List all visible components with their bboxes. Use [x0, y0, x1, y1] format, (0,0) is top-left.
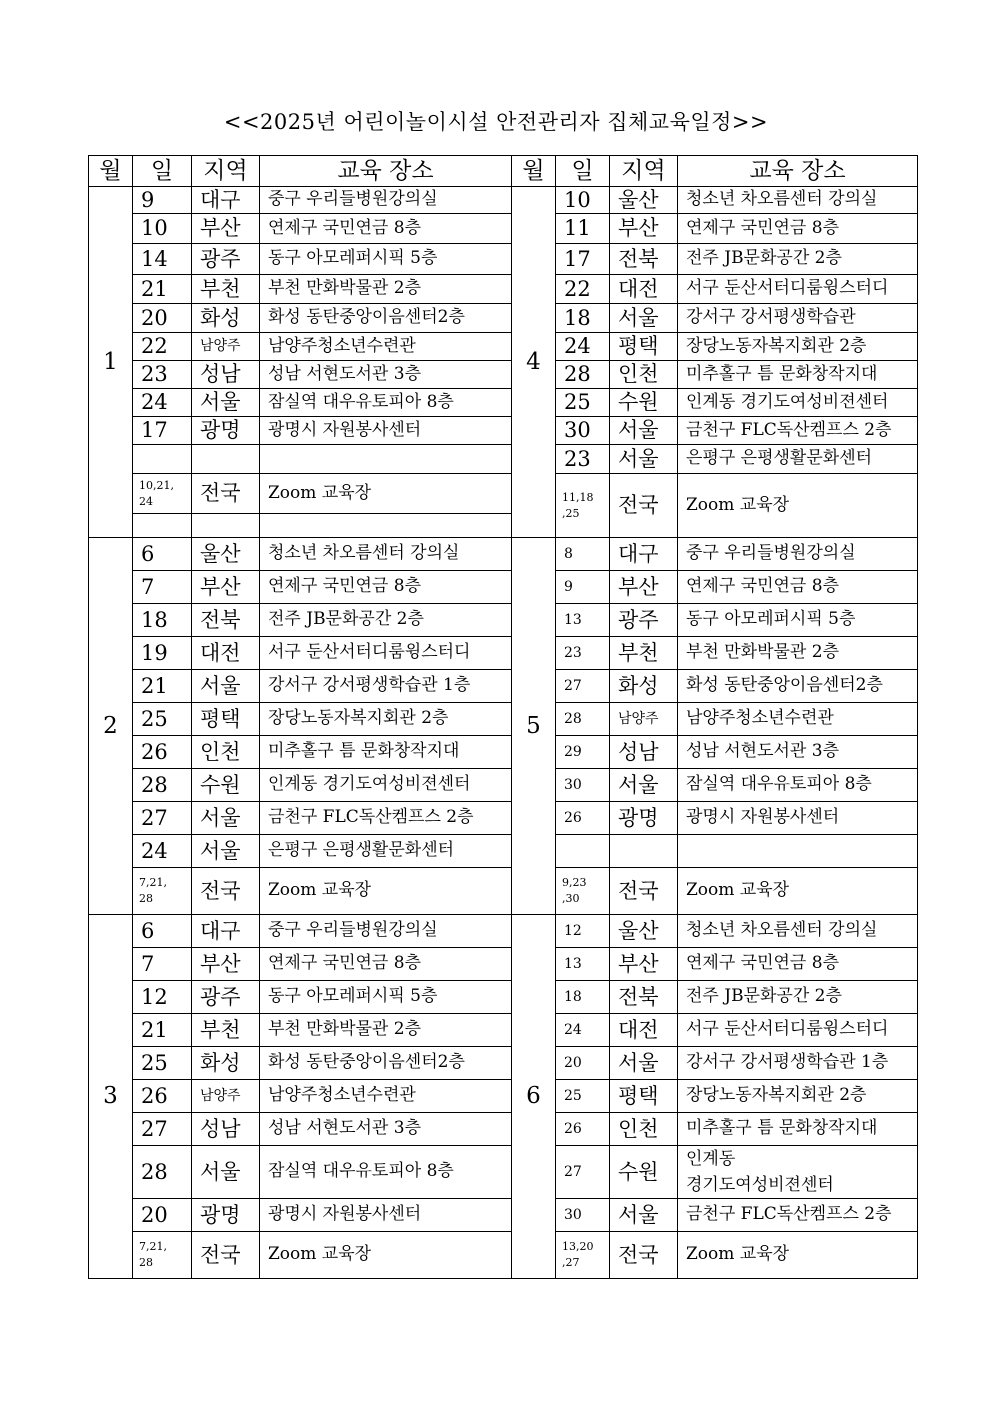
place-cell: 연제구 국민연금 8층: [260, 571, 512, 604]
day-cell: 28: [556, 703, 610, 736]
region-cell: 부산: [610, 214, 678, 244]
table-row: [89, 1199, 918, 1232]
day-cell: 7: [133, 948, 192, 981]
table-row: [89, 244, 918, 275]
region-cell: 서울: [192, 670, 260, 703]
region-cell: 대전: [610, 275, 678, 304]
day-cell: 18: [133, 604, 192, 637]
place-cell: 연제구 국민연금 8층: [678, 214, 918, 244]
day-cell: 26: [133, 736, 192, 769]
place-cell: 인계동 경기도여성비젼센터: [260, 769, 512, 802]
day-cell: [133, 445, 192, 474]
day-cell: 17: [556, 244, 610, 275]
table-row: [89, 948, 918, 981]
region-cell: 광주: [192, 981, 260, 1014]
header-month-right: 월: [512, 156, 556, 187]
table-row: [89, 1080, 918, 1113]
place-cell: 중구 우리들병원강의실: [260, 915, 512, 948]
place-cell: 장당노동자복지회관 2층: [678, 1080, 918, 1113]
day-cell: 10,21, 24: [133, 474, 192, 514]
region-cell: 부산: [610, 948, 678, 981]
table-row: [89, 703, 918, 736]
place-cell: 광명시 자원봉사센터: [260, 417, 512, 445]
place-cell: 남양주청소년수련관: [260, 333, 512, 361]
header-day-left: 일: [133, 156, 192, 187]
place-cell: 중구 우리들병원강의실: [678, 538, 918, 571]
month-cell-right: 5: [512, 538, 556, 915]
region-cell: 인천: [610, 361, 678, 389]
region-cell: 전국: [192, 868, 260, 915]
region-cell: 평택: [192, 703, 260, 736]
table-row: [89, 214, 918, 244]
day-cell: 6: [133, 915, 192, 948]
region-cell: 전북: [610, 244, 678, 275]
region-cell: 전국: [610, 1232, 678, 1279]
day-cell: 9: [556, 571, 610, 604]
region-cell: 전국: [610, 474, 678, 538]
region-cell: 광명: [192, 1199, 260, 1232]
region-cell: [192, 514, 260, 538]
day-cell: 22: [556, 275, 610, 304]
place-cell: 부천 만화박물관 2층: [678, 637, 918, 670]
table-row: [89, 604, 918, 637]
day-cell: 28: [556, 361, 610, 389]
region-cell: 서울: [610, 769, 678, 802]
table-row: [89, 868, 918, 915]
page-title: <<2025년 어린이놀이시설 안전관리자 집체교육일정>>: [223, 110, 769, 134]
day-cell: 24: [133, 835, 192, 868]
header-region-right: 지역: [610, 156, 678, 187]
day-cell: 17: [133, 417, 192, 445]
region-cell: 전국: [192, 474, 260, 514]
table-row: [89, 417, 918, 445]
day-cell: 11: [556, 214, 610, 244]
place-cell: 미추홀구 틈 문화창작지대: [678, 361, 918, 389]
place-cell: Zoom 교육장: [678, 868, 918, 915]
day-cell: 13,20 ,27: [556, 1232, 610, 1279]
region-cell: 서울: [610, 445, 678, 474]
region-cell: 서울: [192, 802, 260, 835]
day-cell: 10: [133, 214, 192, 244]
place-cell: 은평구 은평생활문화센터: [260, 835, 512, 868]
day-cell: 18: [556, 981, 610, 1014]
place-cell: 광명시 자원봉사센터: [678, 802, 918, 835]
region-cell: 화성: [192, 1047, 260, 1080]
day-cell: 26: [133, 1080, 192, 1113]
place-cell: Zoom 교육장: [260, 474, 512, 514]
place-cell: 연제구 국민연금 8층: [678, 948, 918, 981]
month-cell-left: 3: [89, 915, 133, 1279]
table-row: [89, 1232, 918, 1279]
place-cell: 장당노동자복지회관 2층: [260, 703, 512, 736]
place-cell: 강서구 강서평생학습관 1층: [260, 670, 512, 703]
day-cell: 7: [133, 571, 192, 604]
region-cell: 평택: [610, 1080, 678, 1113]
day-cell: 25: [133, 703, 192, 736]
table-row: [89, 981, 918, 1014]
day-cell: 9: [133, 187, 192, 214]
schedule-table: [88, 155, 918, 1279]
place-cell: 광명시 자원봉사센터: [260, 1199, 512, 1232]
table-row: [89, 275, 918, 304]
place-cell: 전주 JB문화공간 2층: [678, 981, 918, 1014]
region-cell: 수원: [192, 769, 260, 802]
day-cell: [556, 835, 610, 868]
place-cell: 장당노동자복지회관 2층: [678, 333, 918, 361]
region-cell: 서울: [610, 1199, 678, 1232]
region-cell: 인천: [192, 736, 260, 769]
region-cell: 울산: [610, 915, 678, 948]
day-cell: 11,18 ,25: [556, 474, 610, 538]
region-cell: 부천: [192, 1014, 260, 1047]
day-cell: 12: [133, 981, 192, 1014]
place-cell: 청소년 차오름센터 강의실: [678, 187, 918, 214]
region-cell: [192, 445, 260, 474]
region-cell: 서울: [192, 835, 260, 868]
place-cell: 인계동 경기도여성비젼센터: [678, 389, 918, 417]
region-cell: 수원: [610, 1146, 678, 1199]
region-cell: 광주: [192, 244, 260, 275]
header-region-left: 지역: [192, 156, 260, 187]
place-cell: 금천구 FLC독산켐프스 2층: [678, 1199, 918, 1232]
month-cell-left: 1: [89, 187, 133, 538]
region-cell: 성남: [610, 736, 678, 769]
day-cell: 18: [556, 304, 610, 333]
day-cell: 7,21, 28: [133, 868, 192, 915]
place-cell: 동구 아모레퍼시픽 5층: [678, 604, 918, 637]
place-cell: 남양주청소년수련관: [678, 703, 918, 736]
place-cell: Zoom 교육장: [678, 474, 918, 538]
region-cell: 성남: [192, 1113, 260, 1146]
table-row: [89, 445, 918, 474]
place-cell: Zoom 교육장: [260, 1232, 512, 1279]
place-cell: 인계동 경기도여성비젼센터: [678, 1146, 918, 1199]
day-cell: 30: [556, 1199, 610, 1232]
table-row: [89, 361, 918, 389]
header-place-right: 교육 장소: [678, 156, 918, 187]
place-cell: 연제구 국민연금 8층: [678, 571, 918, 604]
region-cell: 대전: [610, 1014, 678, 1047]
place-cell: 금천구 FLC독산켐프스 2층: [678, 417, 918, 445]
day-cell: 22: [133, 333, 192, 361]
region-cell: 평택: [610, 333, 678, 361]
day-cell: 8: [556, 538, 610, 571]
region-cell: 부산: [192, 571, 260, 604]
place-cell: 부천 만화박물관 2층: [260, 275, 512, 304]
table-row: [89, 538, 918, 571]
place-cell: 잠실역 대우유토피아 8층: [260, 1146, 512, 1199]
region-cell: 화성: [610, 670, 678, 703]
table-row: [89, 304, 918, 333]
place-cell: 연제구 국민연금 8층: [260, 214, 512, 244]
day-cell: 28: [133, 1146, 192, 1199]
place-cell: 서구 둔산서터디룸윙스터디: [678, 1014, 918, 1047]
day-cell: [133, 514, 192, 538]
day-cell: 21: [133, 1014, 192, 1047]
region-cell: 전북: [192, 604, 260, 637]
table-row: [89, 736, 918, 769]
day-cell: 20: [133, 304, 192, 333]
region-cell: 부산: [192, 948, 260, 981]
region-cell: 성남: [192, 361, 260, 389]
region-cell: 화성: [192, 304, 260, 333]
region-cell: 서울: [610, 417, 678, 445]
month-cell-right: 4: [512, 187, 556, 538]
place-cell: 동구 아모레퍼시픽 5층: [260, 244, 512, 275]
region-cell: 서울: [610, 1047, 678, 1080]
day-cell: 7,21, 28: [133, 1232, 192, 1279]
region-cell: 남양주: [610, 703, 678, 736]
month-cell-right: 6: [512, 915, 556, 1279]
place-cell: 서구 둔산서터디룸윙스터디: [678, 275, 918, 304]
day-cell: 23: [556, 637, 610, 670]
table-row: [89, 1047, 918, 1080]
day-cell: 9,23 ,30: [556, 868, 610, 915]
day-cell: 20: [556, 1047, 610, 1080]
region-cell: 인천: [610, 1113, 678, 1146]
region-cell: [610, 835, 678, 868]
place-cell: 잠실역 대우유토피아 8층: [678, 769, 918, 802]
place-cell: 전주 JB문화공간 2층: [260, 604, 512, 637]
day-cell: 27: [556, 670, 610, 703]
day-cell: 23: [133, 361, 192, 389]
day-cell: 27: [556, 1146, 610, 1199]
day-cell: 6: [133, 538, 192, 571]
region-cell: 광명: [610, 802, 678, 835]
day-cell: 21: [133, 670, 192, 703]
table-row: [89, 1014, 918, 1047]
table-row: [89, 769, 918, 802]
region-cell: 서울: [610, 304, 678, 333]
place-cell: 전주 JB문화공간 2층: [678, 244, 918, 275]
place-cell: 은평구 은평생활문화센터: [678, 445, 918, 474]
place-cell: 청소년 차오름센터 강의실: [678, 915, 918, 948]
table-row: [89, 333, 918, 361]
day-cell: 29: [556, 736, 610, 769]
place-cell: 남양주청소년수련관: [260, 1080, 512, 1113]
place-cell: Zoom 교육장: [678, 1232, 918, 1279]
region-cell: 남양주: [192, 1080, 260, 1113]
region-cell: 부산: [192, 214, 260, 244]
region-cell: 부천: [610, 637, 678, 670]
region-cell: 전국: [192, 1232, 260, 1279]
region-cell: 대전: [192, 637, 260, 670]
region-cell: 전국: [610, 868, 678, 915]
table-row: [89, 474, 918, 514]
day-cell: 19: [133, 637, 192, 670]
day-cell: 12: [556, 915, 610, 948]
place-cell: 연제구 국민연금 8층: [260, 948, 512, 981]
place-cell: 성남 서현도서관 3층: [260, 1113, 512, 1146]
day-cell: 21: [133, 275, 192, 304]
place-cell: 강서구 강서평생학습관: [678, 304, 918, 333]
table-row: [89, 1113, 918, 1146]
region-cell: 대구: [192, 915, 260, 948]
table-row: [89, 187, 918, 214]
day-cell: 27: [133, 1113, 192, 1146]
region-cell: 수원: [610, 389, 678, 417]
day-cell: 13: [556, 948, 610, 981]
place-cell: Zoom 교육장: [260, 868, 512, 915]
place-cell: [260, 514, 512, 538]
day-cell: 10: [556, 187, 610, 214]
schedule-body: [89, 187, 918, 1279]
table-row: [89, 1146, 918, 1199]
day-cell: 26: [556, 1113, 610, 1146]
region-cell: 울산: [192, 538, 260, 571]
day-cell: 24: [133, 389, 192, 417]
place-cell: [260, 445, 512, 474]
month-cell-left: 2: [89, 538, 133, 915]
day-cell: 20: [133, 1199, 192, 1232]
place-cell: 화성 동탄중앙이음센터2층: [260, 1047, 512, 1080]
table-row: [89, 835, 918, 868]
region-cell: 울산: [610, 187, 678, 214]
day-cell: 23: [556, 445, 610, 474]
place-cell: 미추홀구 틈 문화창작지대: [260, 736, 512, 769]
place-cell: 금천구 FLC독산켐프스 2층: [260, 802, 512, 835]
region-cell: 광주: [610, 604, 678, 637]
place-cell: 부천 만화박물관 2층: [260, 1014, 512, 1047]
place-cell: 청소년 차오름센터 강의실: [260, 538, 512, 571]
region-cell: 서울: [192, 389, 260, 417]
day-cell: 24: [556, 1014, 610, 1047]
region-cell: 부천: [192, 275, 260, 304]
day-cell: 13: [556, 604, 610, 637]
place-cell: 화성 동탄중앙이음센터2층: [678, 670, 918, 703]
region-cell: 부산: [610, 571, 678, 604]
day-cell: 25: [133, 1047, 192, 1080]
table-row: [89, 915, 918, 948]
day-cell: 28: [133, 769, 192, 802]
day-cell: 24: [556, 333, 610, 361]
day-cell: 26: [556, 802, 610, 835]
day-cell: 14: [133, 244, 192, 275]
table-row: [89, 571, 918, 604]
place-cell: 서구 둔산서터디룸윙스터디: [260, 637, 512, 670]
place-cell: 미추홀구 틈 문화창작지대: [678, 1113, 918, 1146]
day-cell: 27: [133, 802, 192, 835]
day-cell: 25: [556, 389, 610, 417]
region-cell: 대구: [610, 538, 678, 571]
place-cell: 중구 우리들병원강의실: [260, 187, 512, 214]
region-cell: 대구: [192, 187, 260, 214]
place-cell: 성남 서현도서관 3층: [678, 736, 918, 769]
header-place-left: 교육 장소: [260, 156, 512, 187]
place-cell: 잠실역 대우유토피아 8층: [260, 389, 512, 417]
header-row: [89, 156, 918, 187]
table-row: [89, 389, 918, 417]
day-cell: 30: [556, 417, 610, 445]
region-cell: 전북: [610, 981, 678, 1014]
table-row: [89, 802, 918, 835]
place-cell: 강서구 강서평생학습관 1층: [678, 1047, 918, 1080]
place-cell: [678, 835, 918, 868]
place-cell: 화성 동탄중앙이음센터2층: [260, 304, 512, 333]
day-cell: 25: [556, 1080, 610, 1113]
table-row: [89, 637, 918, 670]
table-row: [89, 670, 918, 703]
region-cell: 서울: [192, 1146, 260, 1199]
place-cell: 동구 아모레퍼시픽 5층: [260, 981, 512, 1014]
header-month-left: 월: [89, 156, 133, 187]
day-cell: 30: [556, 769, 610, 802]
header-day-right: 일: [556, 156, 610, 187]
region-cell: 남양주: [192, 333, 260, 361]
region-cell: 광명: [192, 417, 260, 445]
place-cell: 성남 서현도서관 3층: [260, 361, 512, 389]
